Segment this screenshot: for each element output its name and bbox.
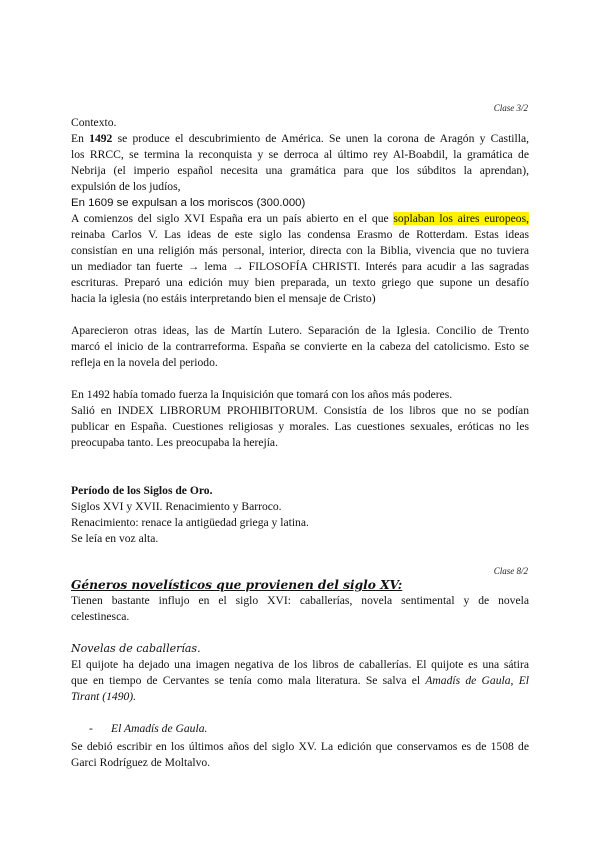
paragraph-line: refleja en la novela del periodo.: [71, 356, 218, 369]
paragraph-line: un mediador tan fuerte → lema → FILOSOFÍA CHRISTI. Interés para acudir a las sagradas: [71, 260, 529, 273]
paragraph-line: Tirant (1490).: [71, 690, 137, 703]
paragraph-line: escrituras. Preparó una edición muy bien preparada, un texto griego que supone un desafío: [71, 276, 529, 289]
paragraph-line: Salió en INDEX LIBRORUM PROHIBITORUM. Consistía de los libros que no se podían: [71, 404, 529, 417]
paragraph-line: celestinesca.: [71, 610, 130, 623]
paragraph-line: expulsión de los judíos,: [71, 180, 181, 193]
bullet-item: - El Amadís de Gaula.: [89, 722, 208, 735]
paragraph-line: preocupaba tanto. Les preocupaba la herejía.: [71, 436, 278, 449]
context-heading: Contexto.: [71, 116, 117, 129]
paragraph-line: En 1492 se produce el descubrimiento de América. Se unen la corona de Aragón y Castilla,: [71, 132, 530, 145]
paragraph-line: A comienzos del siglo XVI España era un país abierto en el que soplaban los aires europeos,: [71, 212, 530, 225]
book-title-italic: Amadís de Gaula: [425, 674, 511, 687]
bullet-dash: -: [89, 722, 93, 735]
paragraph-line: Tienen bastante influjo en el siglo XVI: caballerías, novela sentimental y de novela: [71, 594, 529, 607]
paragraph-line: los RRCC, se termina la reconquista y se derroca al último rey Al-Boabdil, la gramática de: [71, 148, 529, 161]
paragraph-line: Garci Rodríguez de Moltalvo.: [71, 756, 211, 769]
paragraph-line: En 1492 había tomado fuerza la Inquisición que tomará con los años más poderes.: [71, 388, 453, 401]
paragraph-line: Se leía en voz alta.: [71, 532, 159, 545]
caballerias-subheading: Novelas de caballerías.: [71, 642, 201, 655]
class-date-label: Clase 3/2: [493, 103, 528, 113]
paragraph-line: Aparecieron otras ideas, las de Martín Lutero. Separación de la Iglesia. Concilio de Trento: [71, 324, 529, 337]
paragraph-line: que en tiempo de Cervantes se tenía como mala literatura. Se salva el Amadís de Gaula, El: [71, 674, 529, 687]
paragraph-line: hacia la iglesia (no estáis interpretando bien el mensaje de Cristo): [71, 292, 376, 305]
paragraph-line: publicar en España. Cuestiones religiosas y morales. Las cuestiones sexuales, eróticas no les: [71, 420, 529, 433]
highlighted-text: soplaban los aires europeos,: [393, 212, 530, 225]
paragraph-line: marcó el inicio de la contrarreforma. España se convierte en la cabeza del catolicismo. Esto se: [71, 340, 529, 353]
book-title-italic: El: [518, 674, 529, 687]
paragraph-line: reinaba Carlos V. Las ideas de este siglo las condensa Erasmo de Rotterdam. Estas ideas: [71, 228, 529, 241]
class-date-label: Clase 8/2: [493, 566, 528, 576]
generos-heading: Géneros novelísticos que provienen del siglo XV:: [71, 578, 403, 592]
paragraph-line: El quijote ha dejado una imagen negativa de los libros de caballerías. El quijote es una sátira: [71, 658, 529, 671]
paragraph-line: En 1609 se expulsan a los moriscos (300.000): [71, 197, 306, 209]
year-1492-bold: 1492: [89, 132, 113, 145]
paragraph-line: Siglos XVI y XVII. Renacimiento y Barroco.: [71, 500, 282, 513]
paragraph-line: Se debió escribir en los últimos años del siglo XV. La edición que conservamos es de 1508 de: [71, 740, 529, 753]
paragraph-line: Nebrija (el imperio español necesita una gramática para que los súbditos la aprendan),: [71, 164, 529, 177]
paragraph-line: consistían en una religión más personal, interior, directa con la Biblia, vivencia que no tuviera: [71, 244, 529, 257]
periodo-heading: Período de los Siglos de Oro.: [71, 484, 213, 497]
paragraph-line: Renacimiento: renace la antigüedad griega y latina.: [71, 516, 309, 529]
